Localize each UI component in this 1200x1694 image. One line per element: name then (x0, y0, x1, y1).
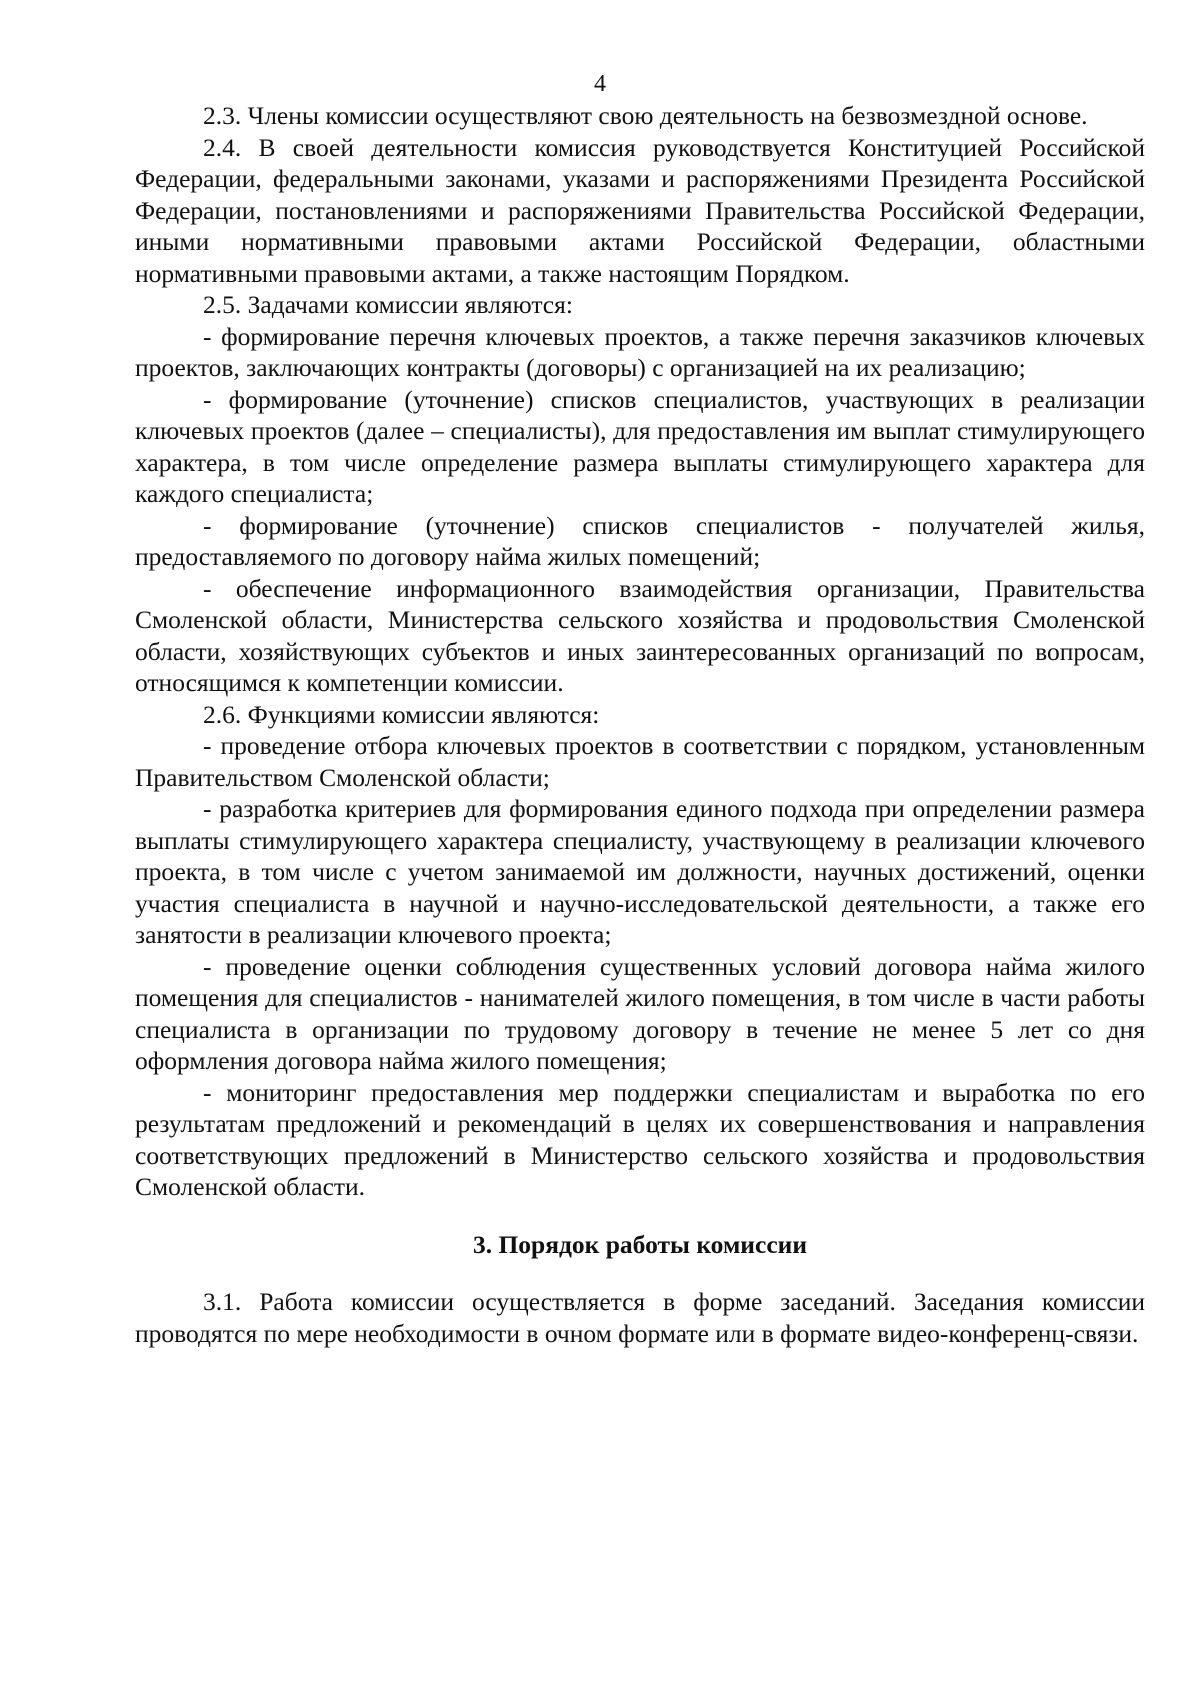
task-item-1: - формирование перечня ключевых проектов, а также перечня заказчиков ключевых проектов, заключающих контракты (договоры) с организацией на их реализацию; (135, 321, 1145, 382)
paragraph-2-5: 2.5. Задачами комиссии являются: (203, 290, 573, 319)
task-item-4: - обеспечение информационного взаимодействия организации, Правительства Смоленской области, Министерства сельского хозяйства и продовольствия Смоленской области, хозяйствующих субъектов и иных заинтересованных организаций по вопросам, относящимся к компетенции комиссии. (135, 573, 1145, 697)
function-item-3: - проведение оценки соблюдения существенных условий договора найма жилого помещения для специалистов - нанимателей жилого помещения, в том числе в части работы специалиста в организации по трудовому договору в течение не менее 5 лет со дня оформления договора найма жилого помещения; (135, 951, 1145, 1075)
function-item-2: - разработка критериев для формирования единого подхода при определении размера выплаты стимулирующего характера специалисту, участвующему в реализации ключевого проекта, в том числе с учетом занимаемой им должности, научных достижений, оценки участия специалиста в научной и научно-исследовательской деятельности, а также его занятости в реализации ключевого проекта; (135, 794, 1145, 949)
paragraph-2-6: 2.6. Функциями комиссии являются: (203, 699, 600, 729)
paragraph-2-3: 2.3. Члены комиссии осуществляют свою деятельность на безвозмездной основе. (203, 101, 1088, 130)
paragraph-3-1: 3.1. Работа комиссии осуществляется в форме заседаний. Заседания комиссии проводятся по мере необходимости в очном формате или в формате видео-конференц-связи. (135, 1287, 1145, 1348)
function-item-1: - проведение отбора ключевых проектов в соответствии с порядком, установленным Правительством Смоленской области; (135, 731, 1145, 792)
function-item-4: - мониторинг предоставления мер поддержки специалистам и выработка по его результатам предложений и рекомендаций в целях их совершенствования и направления соответствующих предложений в Министерство сельского хозяйства и продовольствия Смоленской области. (135, 1077, 1145, 1201)
paragraph-2-4: 2.4. В своей деятельности комиссия руководствуется Конституцией Российской Федерации, федеральными законами, указами и распоряжениями Президента Российской Федерации, постановлениями и распоряжениями Правительства Российской Федерации, иными нормативными правовыми актами Российской Федерации, областными нормативными правовыми актами, а также настоящим Порядком. (135, 132, 1145, 288)
document-body (135, 100, 1145, 1349)
task-item-3: - формирование (уточнение) списков специалистов - получателей жилья, предоставляемого по договору найма жилых помещений; (135, 510, 1145, 571)
task-item-2: - формирование (уточнение) списков специалистов, участвующих в реализации ключевых проектов (далее – специалисты), для предоставления им выплат стимулирующего характера, в том числе определение размера выплаты стимулирующего характера для каждого специалиста; (135, 384, 1145, 508)
page-number: 4 (594, 71, 606, 97)
section-3-heading: 3. Порядок работы комиссии (472, 1229, 808, 1259)
